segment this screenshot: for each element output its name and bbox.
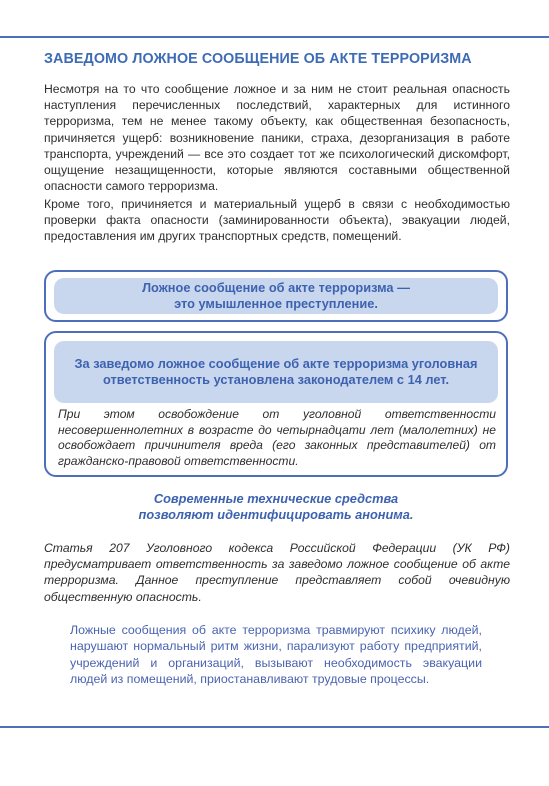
intro-paragraph: Несмотря на то что сообщение ложное и за ним не стоит реальная опасность наступления перечисленных последствий, характерных для истинного терроризма, тем не менее такому объекту, как общественная безопасность, причиняется ущерб: возникновение паники, страха, дезорганизация в работе транспорта, учреждений — все это создает тот же психологический дискомфорт, ощущение незащищенности, которые являются составными общественной опасности самого терроризма. — [44, 82, 510, 194]
liability-heading: За заведомо ложное сообщение об акте терроризма уголовная ответственность установлена законодателем с 14 лет. — [54, 341, 498, 403]
crime-notice-box — [44, 270, 508, 322]
damage-paragraph: Кроме того, причиняется и материальный ущерб в связи с необходимостью проверки факта опасности (заминированности объекта), эвакуации людей, предоставления им других транспортных средств, помещений. — [44, 197, 510, 244]
identification-slogan — [44, 491, 508, 523]
crime-notice-line-2: это умышленное преступление. — [174, 296, 378, 311]
slogan-line-2: позволяют идентифицировать анонима. — [138, 507, 414, 522]
slogan-line-1: Современные технические средства — [153, 491, 399, 506]
liability-text: При этом освобождение от уголовной ответственности несовершеннолетних в возрасте до четырнадцати лет (малолетних) не освобождает причинителя вреда (его законных представителей) от гражданско-правовой ответственности. — [58, 407, 496, 468]
top-divider — [0, 36, 549, 38]
consequences-paragraph: Ложные сообщения об акте терроризма травмируют психику людей, нарушают нормальный ритм жизни, парализуют работу предприятий, учреждений и организаций, вызывают необходимость эвакуации людей из помещений, приостанавливают трудовые процессы. — [70, 623, 482, 687]
page-title: ЗАВЕДОМО ЛОЖНОЕ СООБЩЕНИЕ ОБ АКТЕ ТЕРРОРИЗМА — [44, 51, 472, 67]
bottom-divider — [0, 726, 549, 728]
article-207-paragraph: Статья 207 Уголовного кодекса Российской Федерации (УК РФ) предусматривает ответственность за заведомо ложное сообщение об акте терроризма. Данное преступление представляет собой очевидную общественную опасность. — [44, 541, 510, 604]
crime-notice-line-1: Ложное сообщение об акте терроризма — — [142, 280, 410, 295]
liability-box — [44, 331, 508, 477]
crime-notice-highlight — [54, 278, 498, 314]
